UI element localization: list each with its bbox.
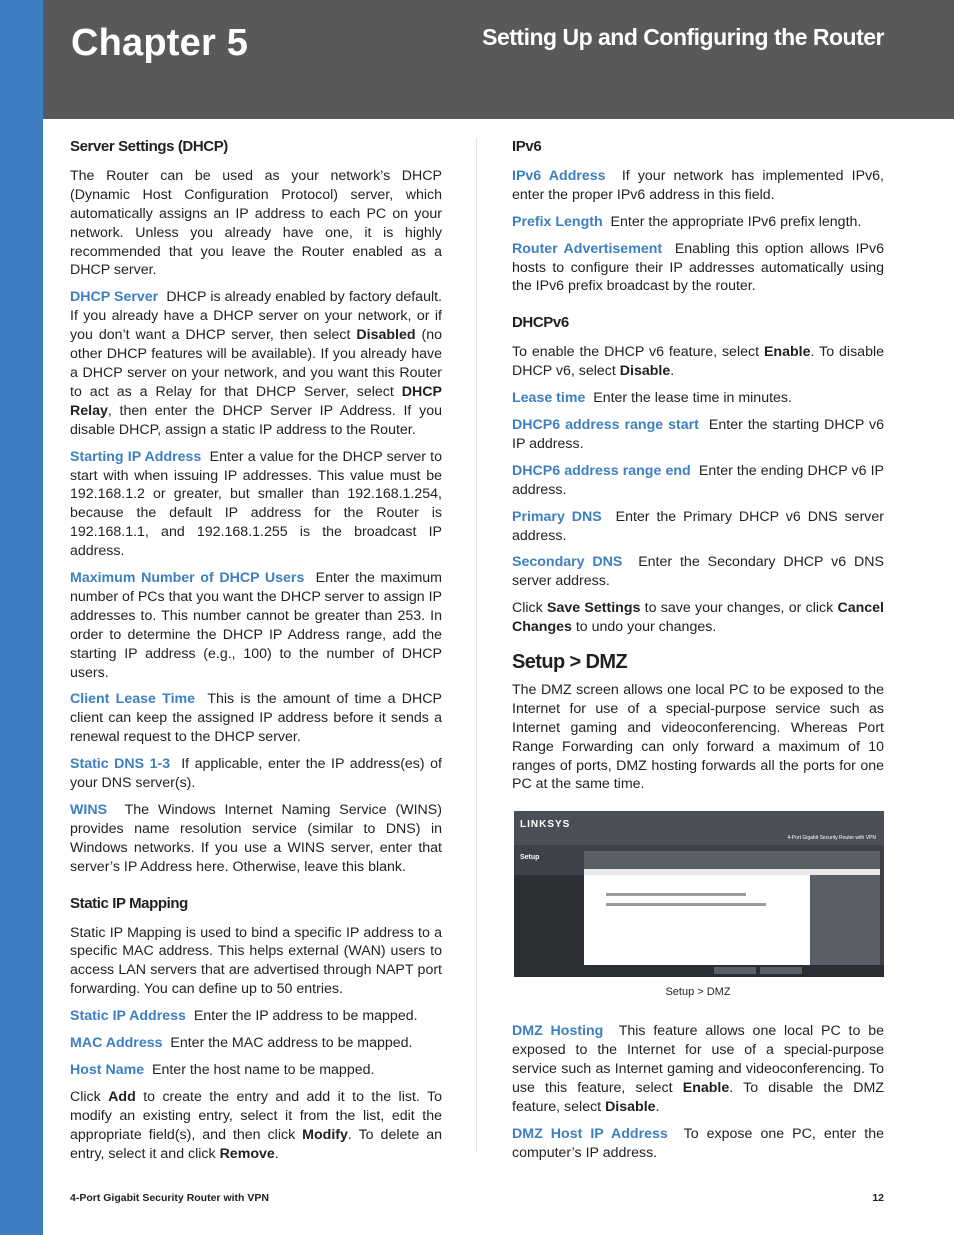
- term-dmz-host-ip: DMZ Host IP Address: [512, 1125, 668, 1142]
- linksys-logo: LINKSYS: [520, 819, 571, 831]
- term-mac-address: MAC Address: [70, 1035, 163, 1052]
- term-host-name: Host Name: [70, 1061, 145, 1078]
- term-max-users: Maximum Number of DHCP Users: [70, 570, 305, 587]
- router-adv-paragraph: Router Advertisement Enabling this option allows IPv6 hosts to configure their IP addresses automatically using the IPv6 prefix broadcast by the router.: [512, 240, 885, 295]
- screenshot-nav: [584, 851, 880, 869]
- term-primary-dns: Primary DNS: [512, 508, 602, 525]
- dmz-screenshot: [514, 811, 884, 977]
- term-static-dns: Static DNS 1-3: [70, 756, 171, 773]
- side-accent-bar: [0, 0, 43, 1235]
- footer-product: 4-Port Gigabit Security Router with VPN: [70, 1192, 269, 1204]
- term-wins: WINS: [70, 802, 108, 818]
- chapter-title: Setting Up and Configuring the Router: [482, 24, 884, 50]
- lease-paragraph: Lease time Enter the lease time in minutes.: [512, 390, 792, 407]
- term-router-advertisement: Router Advertisement: [512, 240, 663, 257]
- screenshot-save-button: [714, 967, 756, 974]
- dhcp-server-paragraph: DHCP Server DHCP is already enabled by factory default. If you already have a DHCP server on your network, or if you don’t want a DHCP server, then select Disabled (no other DHCP features will be available). If you already have a DHCP server on your network, and you want this Router to act as a Relay for that DHCP Server, select DHCP Relay, then enter the DHCP Server IP Address. If you disable DHCP, assign a static IP address to the Router.: [70, 289, 442, 438]
- mac-paragraph: MAC Address Enter the MAC address to be mapped.: [70, 1035, 413, 1052]
- screenshot-left-panel: [514, 875, 584, 965]
- server-settings-heading: Server Settings (DHCP): [70, 138, 228, 155]
- screenshot-top-bar: [514, 811, 884, 845]
- dmz-intro: The DMZ screen allows one local PC to be exposed to the Internet for use of a special-purpose service such as Internet gaming and videoconferencing. Whereas Port Range Forwarding can only forward a maximum of 10 ranges of ports, DMZ hosting forwards all the ports for one PC at the same time.: [512, 681, 884, 793]
- page-header: [43, 0, 954, 119]
- static-mapping-heading: Static IP Mapping: [70, 894, 188, 912]
- term-prefix-length: Prefix Length: [512, 213, 603, 230]
- static-mapping-intro: Static IP Mapping is used to bind a specific IP address to a specific MAC address. This helps external (WAN) users to access LAN servers that are advertised through NAPT port forwarding. You can define up to 50 entries.: [70, 924, 442, 998]
- screenshot-main-panel: [584, 875, 810, 965]
- term-dhcp-server: DHCP Server: [70, 289, 159, 306]
- term-range-end: DHCP6 address range end: [512, 462, 691, 479]
- range-end-paragraph: DHCP6 address range end Enter the ending DHCP v6 IP address.: [512, 462, 884, 498]
- static-dns-paragraph: Static DNS 1-3 If applicable, enter the IP address(es) of your DNS server(s).: [70, 756, 442, 792]
- left-column: [70, 138, 442, 1172]
- ipv6-address-paragraph: IPv6 Address If your network has implemented IPv6, enter the proper IPv6 address in this field.: [512, 167, 884, 203]
- term-static-ip: Static IP Address: [70, 1008, 186, 1025]
- dhcpv6-heading: DHCPv6: [512, 314, 569, 332]
- host-name-paragraph: Host Name Enter the host name to be mapped.: [70, 1061, 375, 1078]
- term-secondary-dns: Secondary DNS: [512, 554, 623, 571]
- dmz-host-ip-paragraph: DMZ Host IP Address To expose one PC, enter the computer’s IP address.: [512, 1125, 884, 1161]
- screenshot-help-panel: [810, 875, 880, 965]
- lease-time-paragraph: Client Lease Time This is the amount of time a DHCP client can keep the assigned IP address before it sends a renewal request to the DHCP server.: [70, 691, 442, 746]
- click-add-paragraph: Click Add to create the entry and add it to the list. To modify an existing entry, select it from the list, edit the appropriate field(s), and then click Modify. To delete an entry, select it and click Remove.: [70, 1088, 442, 1162]
- range-start-paragraph: DHCP6 address range start Enter the starting DHCP v6 IP address.: [512, 416, 885, 452]
- term-dmz-hosting: DMZ Hosting: [512, 1023, 604, 1040]
- page-number: 12: [872, 1192, 884, 1204]
- save-paragraph: Click Save Settings to save your changes, or click Cancel Changes to undo your changes.: [512, 600, 884, 636]
- static-ip-paragraph: Static IP Address Enter the IP address to be mapped.: [70, 1008, 418, 1025]
- screenshot-caption: Setup > DMZ: [665, 986, 731, 999]
- screenshot-row: [606, 903, 766, 906]
- ipv6-heading: IPv6: [512, 138, 542, 155]
- screenshot-section: Setup: [520, 854, 540, 862]
- term-client-lease-time: Client Lease Time: [70, 691, 196, 708]
- max-users-paragraph: Maximum Number of DHCP Users Enter the maximum number of PCs that you want the DHCP server to assign IP addresses to. This number cannot be greater than 253. In order to determine the DHCP IP Address range, add the starting IP address (e.g., 100) to the number of DHCP users.: [70, 570, 442, 681]
- term-starting-ip: Starting IP Address: [70, 448, 202, 465]
- starting-ip-paragraph: Starting IP Address Enter a value for the DHCP server to start with when issuing IP addresses. This value must be 192.168.1.2 or greater, but smaller than 192.168.1.254, because the default IP address for the Router is 192.168.1.1, and 192.168.1.255 is the broadcast IP address.: [70, 448, 442, 560]
- chapter-label: Chapter 5: [71, 22, 249, 64]
- screenshot-cancel-button: [760, 967, 802, 974]
- term-lease-time: Lease time: [512, 390, 586, 407]
- screenshot-row: [606, 893, 746, 896]
- dmz-hosting-paragraph: DMZ Hosting This feature allows one local PC to be exposed to the Internet for use of a special-purpose service such as Internet gaming and videoconferencing. To use this feature, select Enable. To disable the DMZ feature, select Disable.: [512, 1023, 884, 1115]
- screenshot-bottom-bar: [514, 965, 884, 977]
- term-range-start: DHCP6 address range start: [512, 416, 699, 433]
- server-intro: The Router can be used as your network’s DHCP (Dynamic Host Configuration Protocol) server, which automatically assigns an IP address to each PC on your network. Unless you already have one, it is highly recommended that you leave the Router enabled as a DHCP server.: [70, 167, 442, 279]
- dmz-heading: Setup > DMZ: [512, 651, 628, 674]
- term-ipv6-address: IPv6 Address: [512, 167, 606, 184]
- secondary-dns-paragraph: Secondary DNS Enter the Secondary DHCP v6 DNS server address.: [512, 554, 884, 590]
- dhcpv6-intro: To enable the DHCP v6 feature, select Enable. To disable DHCP v6, select Disable.: [512, 344, 884, 380]
- prefix-paragraph: Prefix Length Enter the appropriate IPv6 prefix length.: [512, 213, 862, 230]
- screenshot-model: 4-Port Gigabit Security Router with VPN: [787, 835, 876, 842]
- column-divider: [476, 138, 477, 1153]
- wins-paragraph: WINS The Windows Internet Naming Service (WINS) provides name resolution service (similar to DNS) in Windows networks. If you use a WINS server, enter that server’s IP Address here. Otherwise, leave this blank.: [70, 802, 442, 875]
- primary-dns-paragraph: Primary DNS Enter the Primary DHCP v6 DNS server address.: [512, 508, 884, 544]
- right-column: [512, 138, 884, 1171]
